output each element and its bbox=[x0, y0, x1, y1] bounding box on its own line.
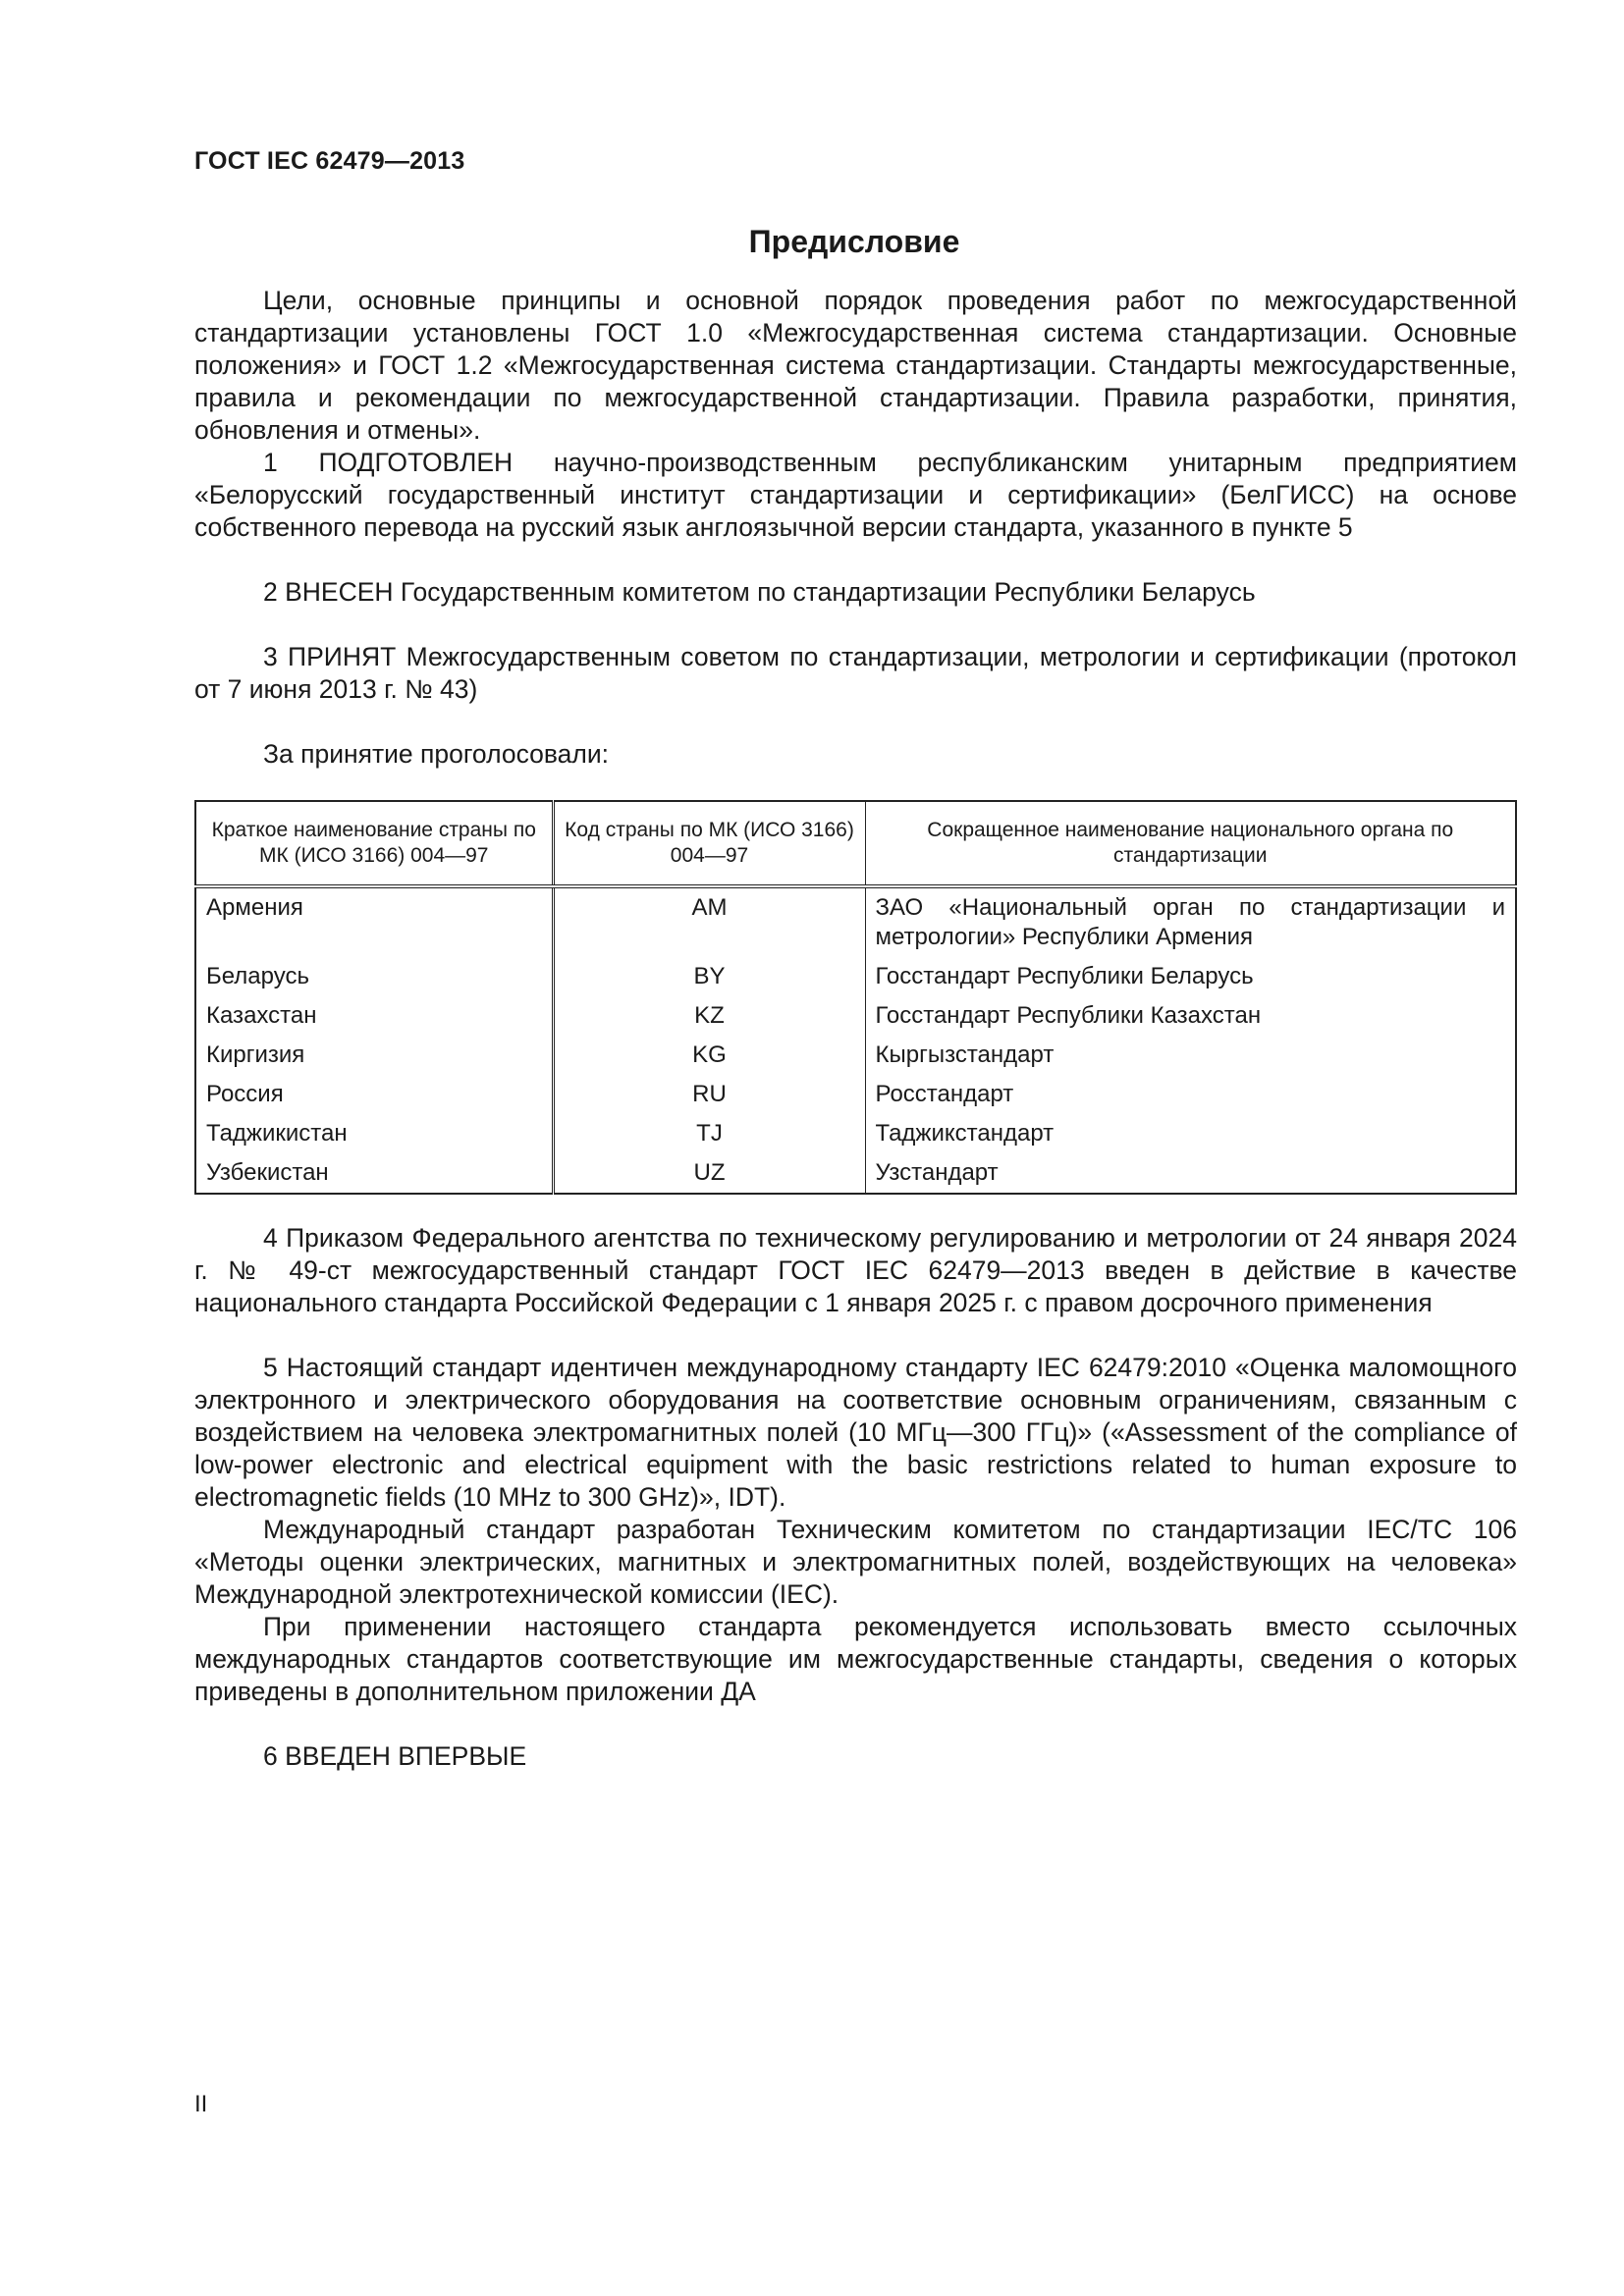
paragraph-6-introduced: 6 ВВЕДЕН ВПЕРВЫЕ bbox=[263, 1741, 527, 1771]
table-row bbox=[195, 1036, 1516, 1075]
cell-body: Госстандарт Республики Беларусь bbox=[875, 963, 1254, 989]
cell-body: Госстандарт Республики Казахстан bbox=[875, 1002, 1262, 1029]
cell-country: Таджикистан bbox=[195, 1114, 553, 1153]
voted-label: За принятие проголосовали: bbox=[263, 739, 610, 769]
page-title: Предисловие bbox=[748, 224, 960, 259]
cell-country: Казахстан bbox=[195, 996, 553, 1036]
intro-paragraph: Цели, основные принципы и основной порядок проведения работ по межгосударственной стандартизации установлены ГОСТ 1.0 «Межгосударственная система стандартизации. Основные положения» и ГОСТ 1.2 «Межгосударственная система стандартизации. Стандарты межгосударственные, правила и рекомендации по межгосударственной стандартизации. Правила разработки, принятия, обновления и отмены». bbox=[194, 286, 1517, 445]
cell-code: RU bbox=[553, 1075, 865, 1114]
cell-country: Киргизия bbox=[195, 1036, 553, 1075]
paragraph-4-order: 4 Приказом Федерального агентства по техническому регулированию и метрологии от 24 января 2024 г. № 49-ст межгосударственный стандарт ГОСТ IEC 62479—2013 введен в действие в качестве национального стандарта Российской Федерации с 1 января 2025 г. с правом досрочного применения bbox=[194, 1223, 1517, 1317]
cell-country: Узбекистан bbox=[195, 1153, 553, 1194]
foreword-body bbox=[194, 285, 1517, 1773]
table-row bbox=[195, 1153, 1516, 1194]
table-header-row bbox=[195, 801, 1516, 886]
cell-code: KG bbox=[553, 1036, 865, 1075]
cell-code: UZ bbox=[553, 1153, 865, 1194]
cell-country: Беларусь bbox=[195, 957, 553, 996]
paragraph-1-prepared: 1 ПОДГОТОВЛЕН научно-производственным республиканским унитарным предприятием «Белорусский государственный институт стандартизации и сертификации» (БелГИСС) на основе собственного перевода на русский язык англоязычной версии стандарта, указанного в пункте 5 bbox=[194, 448, 1517, 542]
cell-code: AM bbox=[553, 886, 865, 957]
paragraph-5-references: При применении настоящего стандарта рекомендуется использовать вместо ссылочных международных стандартов соответствующие им межгосударственные стандарты, сведения о которых приведены в дополнительном приложении ДА bbox=[194, 1612, 1517, 1706]
cell-body: Росстандарт bbox=[875, 1081, 1014, 1107]
cell-code: BY bbox=[553, 957, 865, 996]
document-code: ГОСТ IEC 62479—2013 bbox=[194, 147, 465, 175]
page-number: II bbox=[194, 2091, 208, 2117]
cell-code: TJ bbox=[553, 1114, 865, 1153]
table-row bbox=[195, 886, 1516, 957]
voting-table bbox=[194, 800, 1517, 1195]
header-national-body: Сокращенное наименование национального органа по стандартизации bbox=[865, 801, 1516, 886]
paragraph-2-submitted: 2 ВНЕСЕН Государственным комитетом по стандартизации Республики Беларусь bbox=[263, 577, 1256, 607]
paragraph-5-developer: Международный стандарт разработан Техническим комитетом по стандартизации IEC/TC 106 «Методы оценки электрических, магнитных и электромагнитных полей, воздействующих на человека» Международной электротехнической комиссии (IEC). bbox=[194, 1515, 1517, 1609]
cell-country: Армения bbox=[195, 886, 553, 957]
table-row bbox=[195, 996, 1516, 1036]
paragraph-3-adopted: 3 ПРИНЯТ Межгосударственным советом по стандартизации, метрологии и сертификации (протокол от 7 июня 2013 г. № 43) bbox=[194, 642, 1517, 704]
table-row bbox=[195, 957, 1516, 996]
cell-body: Кыргызстандарт bbox=[875, 1041, 1055, 1068]
table-row bbox=[195, 1075, 1516, 1114]
header-country-code: Код страны по МК (ИСО 3166) 004—97 bbox=[553, 801, 865, 886]
cell-country: Россия bbox=[195, 1075, 553, 1114]
cell-code: KZ bbox=[553, 996, 865, 1036]
cell-body: Узстандарт bbox=[875, 1159, 999, 1186]
cell-body: ЗАО «Национальный орган по стандартизации и метрологии» Республики Армения bbox=[875, 894, 1505, 950]
cell-body: Таджикстандарт bbox=[875, 1120, 1055, 1147]
paragraph-5-identical: 5 Настоящий стандарт идентичен международному стандарту IEC 62479:2010 «Оценка маломощного электронного и электрического оборудования на соответствие основным ограничениям, связанным с воздействием на человека электромагнитных полей (10 МГц—300 ГГц)» («Assessment of the compliance of low-power electronic and electrical equipment with the basic restrictions related to human exposure to electromagnetic fields (10 MHz to 300 GHz)», IDT). bbox=[194, 1353, 1517, 1512]
voting-table-container bbox=[194, 800, 1517, 1195]
header-country-name: Краткое наименование страны по МК (ИСО 3166) 004—97 bbox=[195, 801, 553, 886]
table-row bbox=[195, 1114, 1516, 1153]
